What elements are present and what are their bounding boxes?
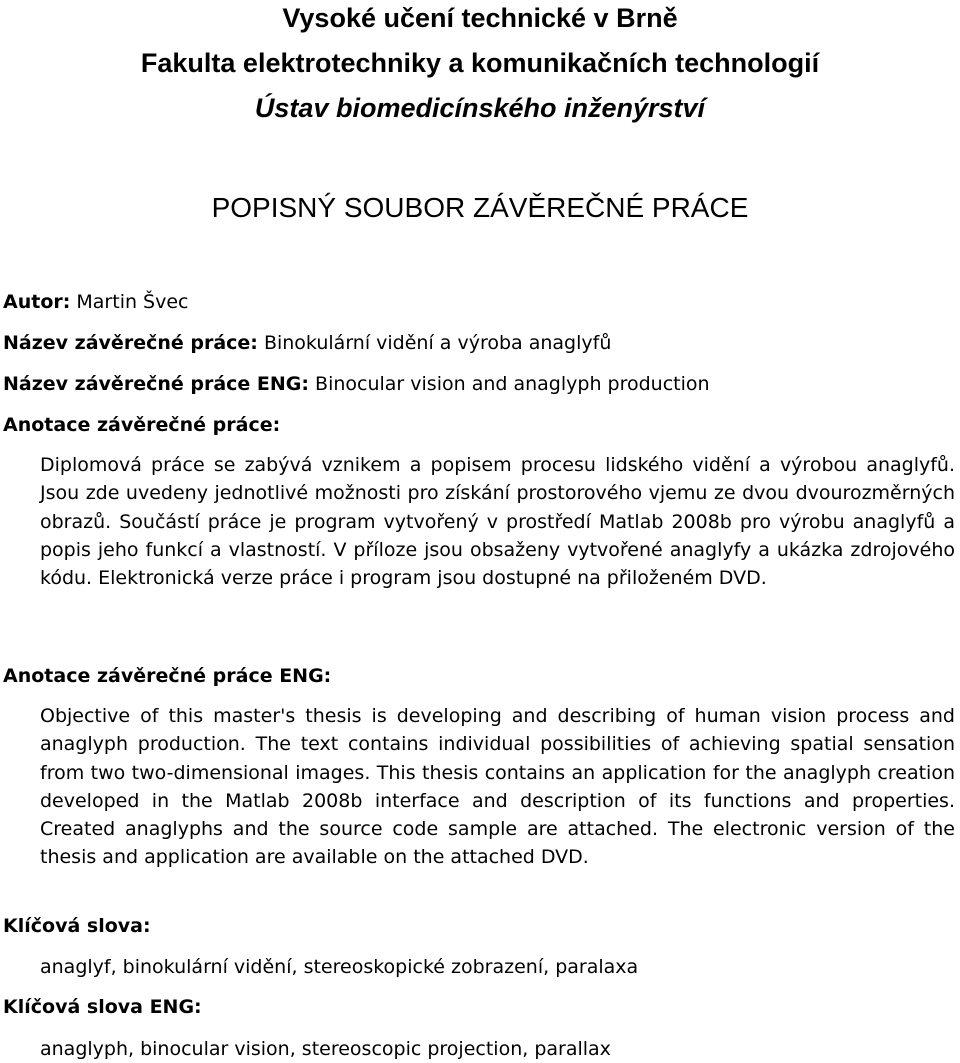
abstract-eng-text: Objective of this master's thesis is developing and describing of human vision process and anaglyph production. The text contains individual possibilities of achieving spatial sensation from two two-dimensional images. This thesis contains an application for the anaglyph creation developed in the Matlab 2008b interface and description of its functions and properties. Created anaglyphs and the source code sample are attached. The electronic version of the thesis and application are available on the attached DVD. xyxy=(40,705,955,869)
keywords-label: Klíčová slova: xyxy=(3,915,151,937)
thesis-title-eng-value: Binocular vision and anaglyph production xyxy=(315,373,710,395)
abstract-eng-label: Anotace závěrečné práce ENG: xyxy=(3,665,332,687)
keywords-eng-label: Klíčová slova ENG: xyxy=(3,996,202,1018)
institute-name: Ústav biomedicínského inženýrství xyxy=(254,93,706,123)
thesis-title-field xyxy=(3,331,611,355)
abstract-text: Diplomová práce se zabývá vznikem a popisem procesu lidského vidění a výrobou anaglyfů. Jsou zde uvedeny jednotlivé možnosti pro získání prostorového vjemu ze dvou dvourozměrných obrazů. Součástí práce je program vytvořený v prostředí Matlab 2008b pro výrobu anaglyfů a popis jeho funkcí a vlastností. V příloze jsou obsaženy vytvořené anaglyfy a ukázka zdrojového kódu. Elektronická verze práce i program jsou dostupné na přiloženém DVD. xyxy=(40,454,955,590)
thesis-title-label: Název závěrečné práce: xyxy=(3,332,258,354)
document-title: POPISNÝ SOUBOR ZÁVĚREČNÉ PRÁCE xyxy=(211,192,749,223)
author-field xyxy=(3,290,189,314)
faculty-name: Fakulta elektrotechniky a komunikačních technologií xyxy=(140,48,820,78)
abstract-label: Anotace závěrečné práce: xyxy=(3,414,281,436)
keywords-eng-value: anaglyph, binocular vision, stereoscopic projection, parallax xyxy=(40,1038,611,1060)
author-value: Martin Švec xyxy=(76,291,189,313)
keywords-value: anaglyf, binokulární vidění, stereoskopické zobrazení, paralaxa xyxy=(40,956,639,978)
thesis-title-eng-label: Název závěrečné práce ENG: xyxy=(3,373,309,395)
author-label: Autor: xyxy=(3,291,71,313)
university-name: Vysoké učení technické v Brně xyxy=(282,3,678,33)
thesis-title-eng-field xyxy=(3,372,710,396)
thesis-title-value: Binokulární vidění a výroba anaglyfů xyxy=(263,332,612,354)
